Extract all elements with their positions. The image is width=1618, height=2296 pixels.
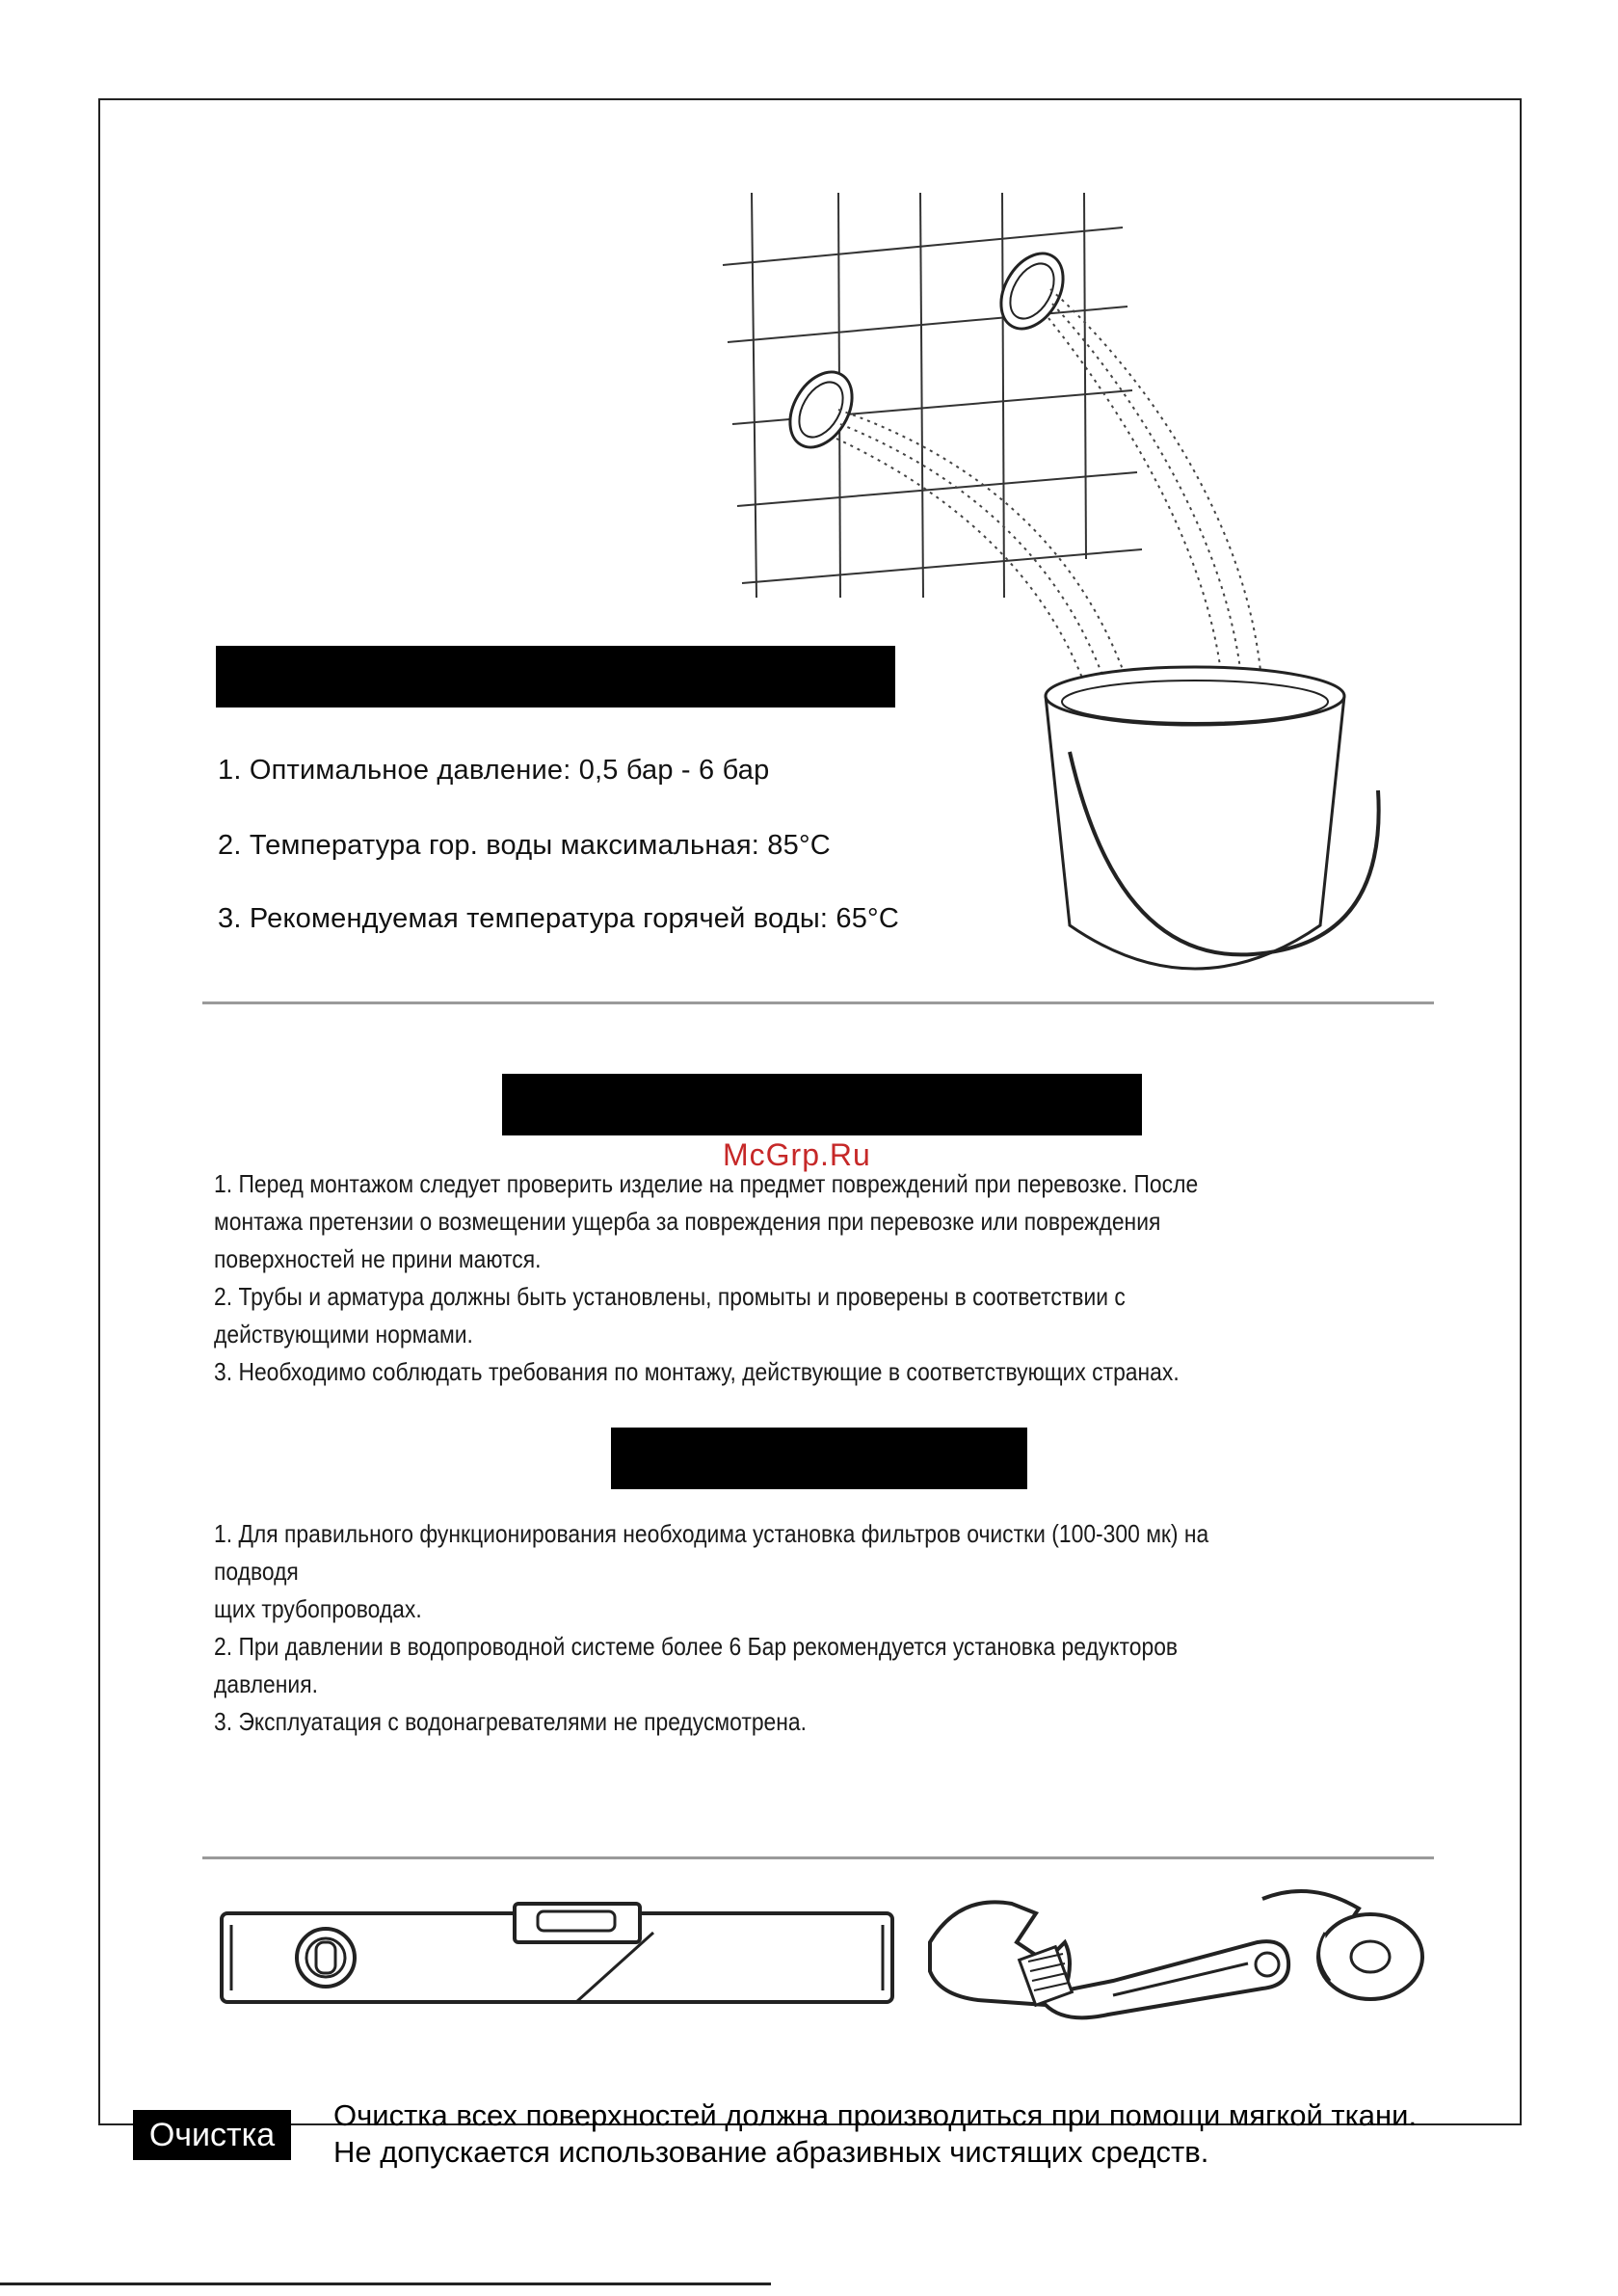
- operation-line: 2. При давлении в водопроводной системе более 6 Бар рекомендуется установка редукторов: [214, 1632, 1179, 1661]
- installation-line: 2. Трубы и арматура должны быть установлены, промыты и проверены в соответствии с: [214, 1282, 1126, 1311]
- operation-line: щих трубопроводах.: [214, 1594, 422, 1623]
- operation-line: 3. Эксплуатация с водонагревателями не предусмотрена.: [214, 1707, 808, 1736]
- watermark-text: McGrp.Ru: [723, 1137, 871, 1172]
- section-header-bar-installation: [502, 1074, 1142, 1135]
- section-header-bar-operation: [611, 1428, 1027, 1489]
- adjustable-wrench-icon: [920, 1884, 1296, 2029]
- installation-paragraph: [214, 1165, 1198, 1391]
- operation-line: подводя: [214, 1557, 299, 1586]
- cleaning-label: Очистка: [133, 2110, 291, 2160]
- cleaning-line: Очистка всех поверхностей должна производиться при помощи мягкой ткани.: [333, 2098, 1418, 2132]
- installation-line: 3. Необходимо соблюдать требования по монтажу, действующие в соответствующих странах.: [214, 1357, 1180, 1386]
- cleaning-instructions: [333, 2097, 1417, 2171]
- section-header-bar-specs: [216, 646, 895, 707]
- divider: [202, 1856, 1434, 1859]
- spec-item-pressure: 1. Оптимальное давление: 0,5 бар - 6 бар: [218, 755, 770, 786]
- sealing-tape-roll-icon: [1253, 1880, 1431, 2005]
- installation-line: монтажа претензии о возмещении ущерба за повреждения при перевозке или повреждения: [214, 1207, 1161, 1236]
- installation-line: действующими нормами.: [214, 1320, 473, 1348]
- spirit-level-icon: [220, 1904, 894, 2010]
- wall-hoses-bucket-illustration: [0, 0, 1618, 1060]
- installation-line: 1. Перед монтажом следует проверить изделие на предмет повреждений при перевозке. После: [214, 1169, 1199, 1198]
- cleaning-line: Не допускается использование абразивных чистящих средств.: [333, 2135, 1209, 2169]
- footer-line: [0, 2283, 771, 2285]
- spec-item-recommended-temperature: 3. Рекомендуемая температура горячей воды: 65°C: [218, 903, 899, 934]
- operation-line: давления.: [214, 1669, 318, 1698]
- operation-paragraph: [214, 1515, 1208, 1741]
- installation-line: поверхностей не прини маются.: [214, 1244, 542, 1273]
- divider: [202, 1001, 1434, 1004]
- spec-item-max-temperature: 2. Температура гор. воды максимальная: 85°C: [218, 830, 831, 861]
- operation-line: 1. Для правильного функционирования необходима установка фильтров очистки (100-300 мк) на: [214, 1519, 1209, 1548]
